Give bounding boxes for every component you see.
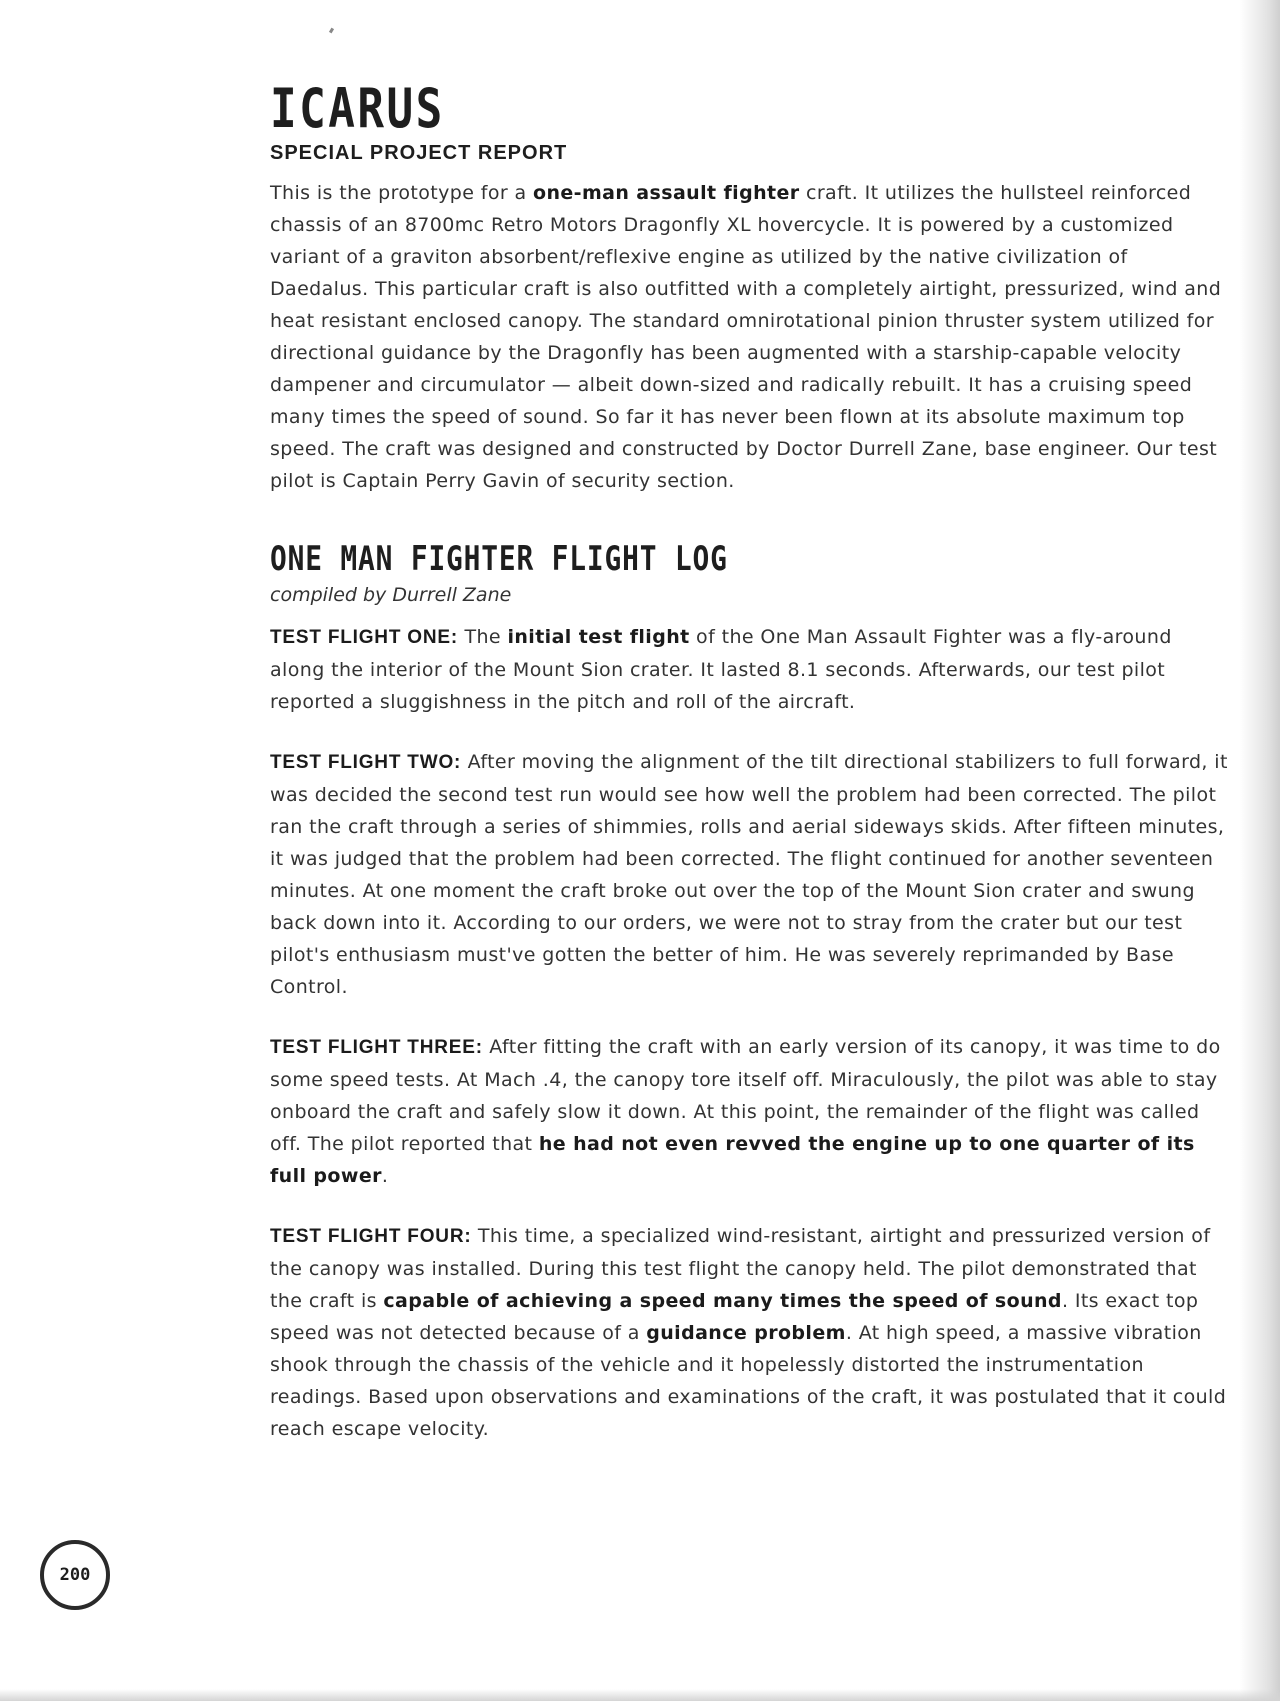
test-flight-two	[270, 746, 1230, 1003]
test-flight-three-text-2: .	[381, 1165, 389, 1187]
test-flight-four-text-3: . At high speed, a massive vibration shook through the chassis of the vehicle and it hopelessly distorted the instrumentation readings. Based upon observations and examinations of the craft, it was postulated that it could reach escape velocity.	[270, 1322, 1227, 1440]
page-bottom-edge	[0, 1689, 1280, 1701]
scan-speck	[329, 28, 334, 34]
intro-paragraph	[270, 177, 1230, 497]
test-flight-four-text	[270, 1220, 1230, 1445]
test-flight-three-label: TEST FLIGHT THREE:	[270, 1037, 483, 1058]
test-flight-four-label: TEST FLIGHT FOUR:	[270, 1226, 472, 1247]
page-edge-shadow	[1240, 0, 1280, 1701]
test-flight-two-text	[270, 746, 1230, 1003]
test-flight-four-bold-2: guidance problem	[646, 1322, 846, 1344]
intro-text-2: craft. It utilizes the hullsteel reinforced chassis of an 8700mc Retro Motors Dragonfly XL hovercycle. It is powered by a customized variant of a graviton absorbent/reflexive engine as utilized by the native civilization of Daedalus. This particular craft is also outfitted with a completely airtight, pressurized, wind and heat resistant enclosed canopy. The standard omnirotational pinion thruster system utilized for directional guidance by the Dragonfly has been augmented with a starship-capable velocity dampener and circumulator — albeit down-sized and radically rebuilt. It has a cruising speed many times the speed of sound. So far it has never been flown at its absolute maximum top speed. The craft was designed and constructed by Doctor Durrell Zane, base engineer. Our test pilot is Captain Perry Gavin of security section.	[270, 182, 1222, 492]
test-flight-four-text-1: This time, a specialized wind-resistant, airtight and pressurized version of the canopy was installed. During this test flight the canopy held. The pilot demonstrated that the craft is	[270, 1225, 1211, 1312]
test-flight-three-text	[270, 1031, 1230, 1192]
report-subtitle: SPECIAL PROJECT REPORT	[270, 142, 568, 164]
test-flight-four-bold-1: capable of achieving a speed many times the speed of sound	[383, 1290, 1062, 1312]
flight-log-title: ONE MAN FIGHTER FLIGHT LOG	[270, 539, 728, 579]
page-content	[270, 77, 1230, 1473]
test-flight-one-text-1: The	[458, 626, 508, 648]
test-flight-one-text	[270, 621, 1230, 718]
test-flight-one	[270, 621, 1230, 718]
page-number-badge	[40, 1540, 110, 1610]
test-flight-four-text-2: . Its exact top speed was not detected because of a	[270, 1290, 1199, 1344]
test-flight-one-bold-1: initial test flight	[507, 626, 690, 648]
flight-log-byline: compiled by Durrell Zane	[270, 584, 512, 606]
test-flight-two-label: TEST FLIGHT TWO:	[270, 752, 462, 773]
intro-text-1: This is the prototype for a	[270, 182, 533, 204]
test-flight-three-text-1: After fitting the craft with an early version of its canopy, it was time to do some speed tests. At Mach .4, the canopy tore itself off. Miraculously, the pilot was able to stay onboard the craft and safely slow it down. At this point, the remainder of the flight was called off. The pilot reported that	[270, 1036, 1221, 1155]
test-flight-three-bold-1: he had not even revved the engine up to one quarter of its full power	[270, 1133, 1195, 1187]
test-flight-three	[270, 1031, 1230, 1192]
page-number: 200	[59, 1565, 91, 1585]
test-flight-one-label: TEST FLIGHT ONE:	[270, 627, 459, 648]
test-flight-one-text-2: of the One Man Assault Fighter was a fly-around along the interior of the Mount Sion crater. It lasted 8.1 seconds. Afterwards, our test pilot reported a sluggishness in the pitch and roll of the aircraft.	[270, 626, 1172, 713]
intro-bold-1: one-man assault fighter	[533, 182, 800, 204]
page-title: ICARUS	[270, 77, 445, 140]
test-flight-four	[270, 1220, 1230, 1445]
test-flight-two-text-1: After moving the alignment of the tilt directional stabilizers to full forward, it was decided the second test run would see how well the problem had been corrected. The pilot ran the craft through a series of shimmies, rolls and aerial sideways skids. After fifteen minutes, it was judged that the problem had been corrected. The flight continued for another seventeen minutes. At one moment the craft broke out over the top of the Mount Sion crater and swung back down into it. According to our orders, we were not to stray from the crater but our test pilot's enthusiasm must've gotten the better of him. He was severely reprimanded by Base Control.	[270, 751, 1228, 998]
